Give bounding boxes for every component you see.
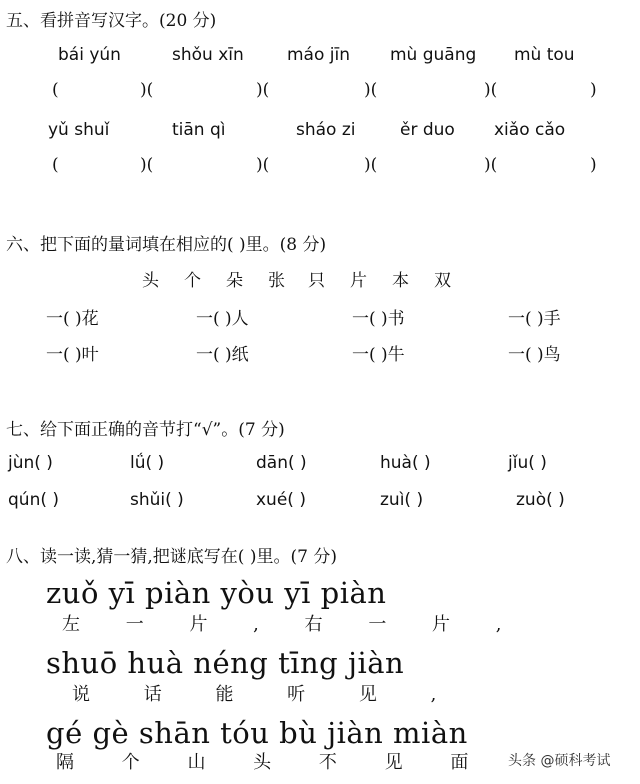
syllable-item: jùn( ) — [8, 453, 53, 473]
fill-item: 一( )花 — [46, 309, 99, 329]
section-6-title: 六、把下面的量词填在相应的( )里。(8 分) — [6, 235, 327, 255]
pinyin-5-1-1: bái yún — [58, 45, 121, 65]
measure-word: 本 — [392, 271, 409, 291]
measure-word: 张 — [268, 271, 285, 291]
watermark-text: 头条 @硕科考试 — [508, 753, 611, 769]
fill-item: 一( )叶 — [46, 345, 99, 365]
syllable-item: huà( ) — [380, 453, 431, 473]
riddle-hanzi-line-3: 隔 个 山 头 不 见 面 — [56, 752, 469, 773]
riddle-hanzi-line-1: 左 一 片 , 右 一 片 , — [62, 614, 502, 635]
riddle-pinyin-line-1: zuǒ yī piàn yòu yī piàn — [46, 576, 387, 610]
syllable-item: shǔi( ) — [130, 490, 184, 510]
measure-word: 朵 — [226, 271, 243, 291]
measure-word: 只 — [308, 271, 325, 291]
measure-word: 片 — [350, 271, 367, 291]
answer-paren: )( — [140, 80, 154, 100]
riddle-hanzi-line-2: 说 话 能 听 见 , — [72, 684, 437, 705]
measure-word: 个 — [184, 271, 201, 291]
syllable-item: qún( ) — [8, 490, 60, 510]
answer-paren: )( — [256, 80, 270, 100]
section-7-title: 七、给下面正确的音节打“√”。(7 分) — [6, 420, 285, 440]
answer-paren: ) — [590, 80, 597, 100]
answer-paren: )( — [364, 155, 378, 175]
syllable-item: zuò( ) — [516, 490, 565, 510]
pinyin-5-2-2: tiān qì — [172, 120, 226, 140]
section-8-title: 八、读一读,猜一猜,把谜底写在( )里。(7 分) — [6, 547, 337, 567]
answer-paren: )( — [484, 155, 498, 175]
riddle-pinyin-line-3: gé gè shān tóu bù jiàn miàn — [46, 716, 468, 750]
fill-item: 一( )人 — [196, 309, 249, 329]
pinyin-5-2-4: ěr duo — [400, 120, 455, 140]
syllable-item: dān( ) — [256, 453, 307, 473]
pinyin-5-2-1: yǔ shuǐ — [48, 120, 110, 140]
syllable-item: jǐu( ) — [508, 453, 547, 473]
syllable-item: lǘ( ) — [130, 453, 165, 473]
section-5-title: 五、看拼音写汉字。(20 分) — [6, 11, 217, 31]
answer-paren: )( — [484, 80, 498, 100]
pinyin-5-1-4: mù guāng — [390, 45, 477, 65]
syllable-item: zuì( ) — [380, 490, 424, 510]
answer-paren: )( — [140, 155, 154, 175]
fill-item: 一( )牛 — [352, 345, 405, 365]
pinyin-5-2-5: xiǎo cǎo — [494, 120, 566, 140]
answer-paren: ( — [52, 80, 59, 100]
measure-word: 头 — [142, 271, 159, 291]
fill-item: 一( )纸 — [196, 345, 249, 365]
pinyin-5-2-3: sháo zi — [296, 120, 356, 140]
answer-paren: )( — [256, 155, 270, 175]
fill-item: 一( )书 — [352, 309, 405, 329]
pinyin-5-1-5: mù tou — [514, 45, 575, 65]
pinyin-5-1-2: shǒu xīn — [172, 45, 244, 65]
answer-paren: )( — [364, 80, 378, 100]
syllable-item: xué( ) — [256, 490, 306, 510]
riddle-pinyin-line-2: shuō huà néng tīng jiàn — [46, 646, 405, 680]
answer-paren: ) — [590, 155, 597, 175]
answer-paren: ( — [52, 155, 59, 175]
pinyin-5-1-3: máo jīn — [287, 45, 351, 65]
measure-word: 双 — [434, 271, 451, 291]
fill-item: 一( )手 — [508, 309, 561, 329]
fill-item: 一( )鸟 — [508, 345, 561, 365]
